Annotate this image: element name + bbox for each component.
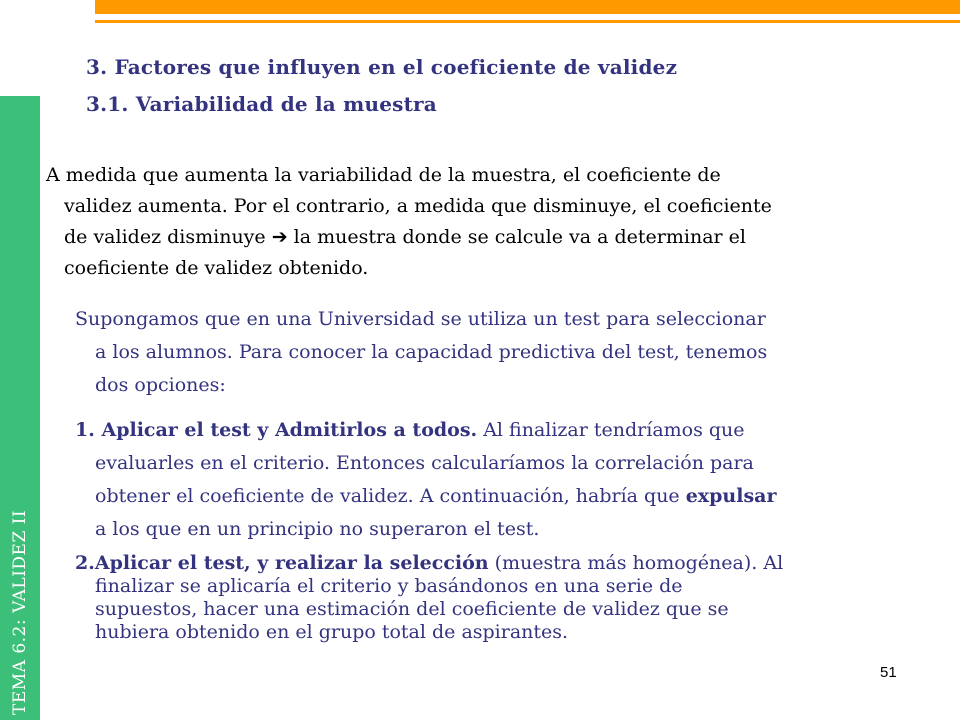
example-line-1: Supongamos que en una Universidad se utiliza un test para seleccionar	[75, 308, 766, 330]
option-2-line-2: finalizar se aplicaría el criterio y basándonos en una serie de	[95, 575, 683, 597]
option-1	[75, 414, 935, 546]
arrow-icon: ➔	[271, 226, 288, 248]
option-1-line-4: a los que en un principio no superaron el test.	[95, 518, 540, 540]
intro-paragraph	[46, 160, 946, 284]
option-1-heading: 1. Aplicar el test y Admitirlos a todos.	[75, 419, 478, 441]
top-accent-line	[95, 20, 960, 23]
example-line-2: a los alumnos. Para conocer la capacidad predictiva del test, tenemos	[95, 341, 768, 363]
option-2-line-1	[75, 552, 935, 575]
option-1-line-1	[75, 414, 935, 447]
subsection-title: 3.1. Variabilidad de la muestra	[86, 92, 437, 116]
option-2-heading: 2.Aplicar el test, y realizar la selección	[75, 552, 489, 574]
intro-line-2: validez aumenta. Por el contrario, a medida que disminuye, el coeficiente	[64, 195, 772, 217]
section-title: 3. Factores que influyen en el coeficiente de validez	[86, 55, 678, 79]
option-2-line-3: supuestos, hacer una estimación del coeficiente de validez que se	[95, 598, 729, 620]
intro-line-3a: de validez disminuye	[64, 226, 272, 248]
option-2-line-4: hubiera obtenido en el grupo total de aspirantes.	[95, 621, 569, 643]
option-1-line-3-text: obtener el coeficiente de validez. A continuación, habría que	[95, 485, 686, 507]
intro-line-4: coeficiente de validez obtenido.	[64, 257, 369, 279]
intro-line-1: A medida que aumenta la variabilidad de la muestra, el coeficiente de	[46, 164, 721, 186]
side-label: TEMA 6.2: VALIDEZ II	[10, 509, 30, 715]
intro-line-3b: la muestra donde se calcule va a determinar el	[287, 226, 746, 248]
example-line-3: dos opciones:	[95, 374, 226, 396]
top-accent-bar	[95, 0, 960, 14]
page-number: 51	[880, 664, 897, 681]
option-1-line-2: evaluarles en el criterio. Entonces calcularíamos la correlación para	[95, 452, 754, 474]
expulsar-keyword: expulsar	[685, 485, 777, 507]
option-1-line-1-text: Al finalizar tendríamos que	[477, 419, 745, 441]
intro-line-3	[46, 222, 946, 253]
option-2	[75, 552, 935, 644]
example-paragraph	[75, 303, 935, 402]
option-1-line-3	[75, 480, 935, 513]
option-2-line-1-text: (muestra más homogénea). Al	[488, 552, 784, 574]
